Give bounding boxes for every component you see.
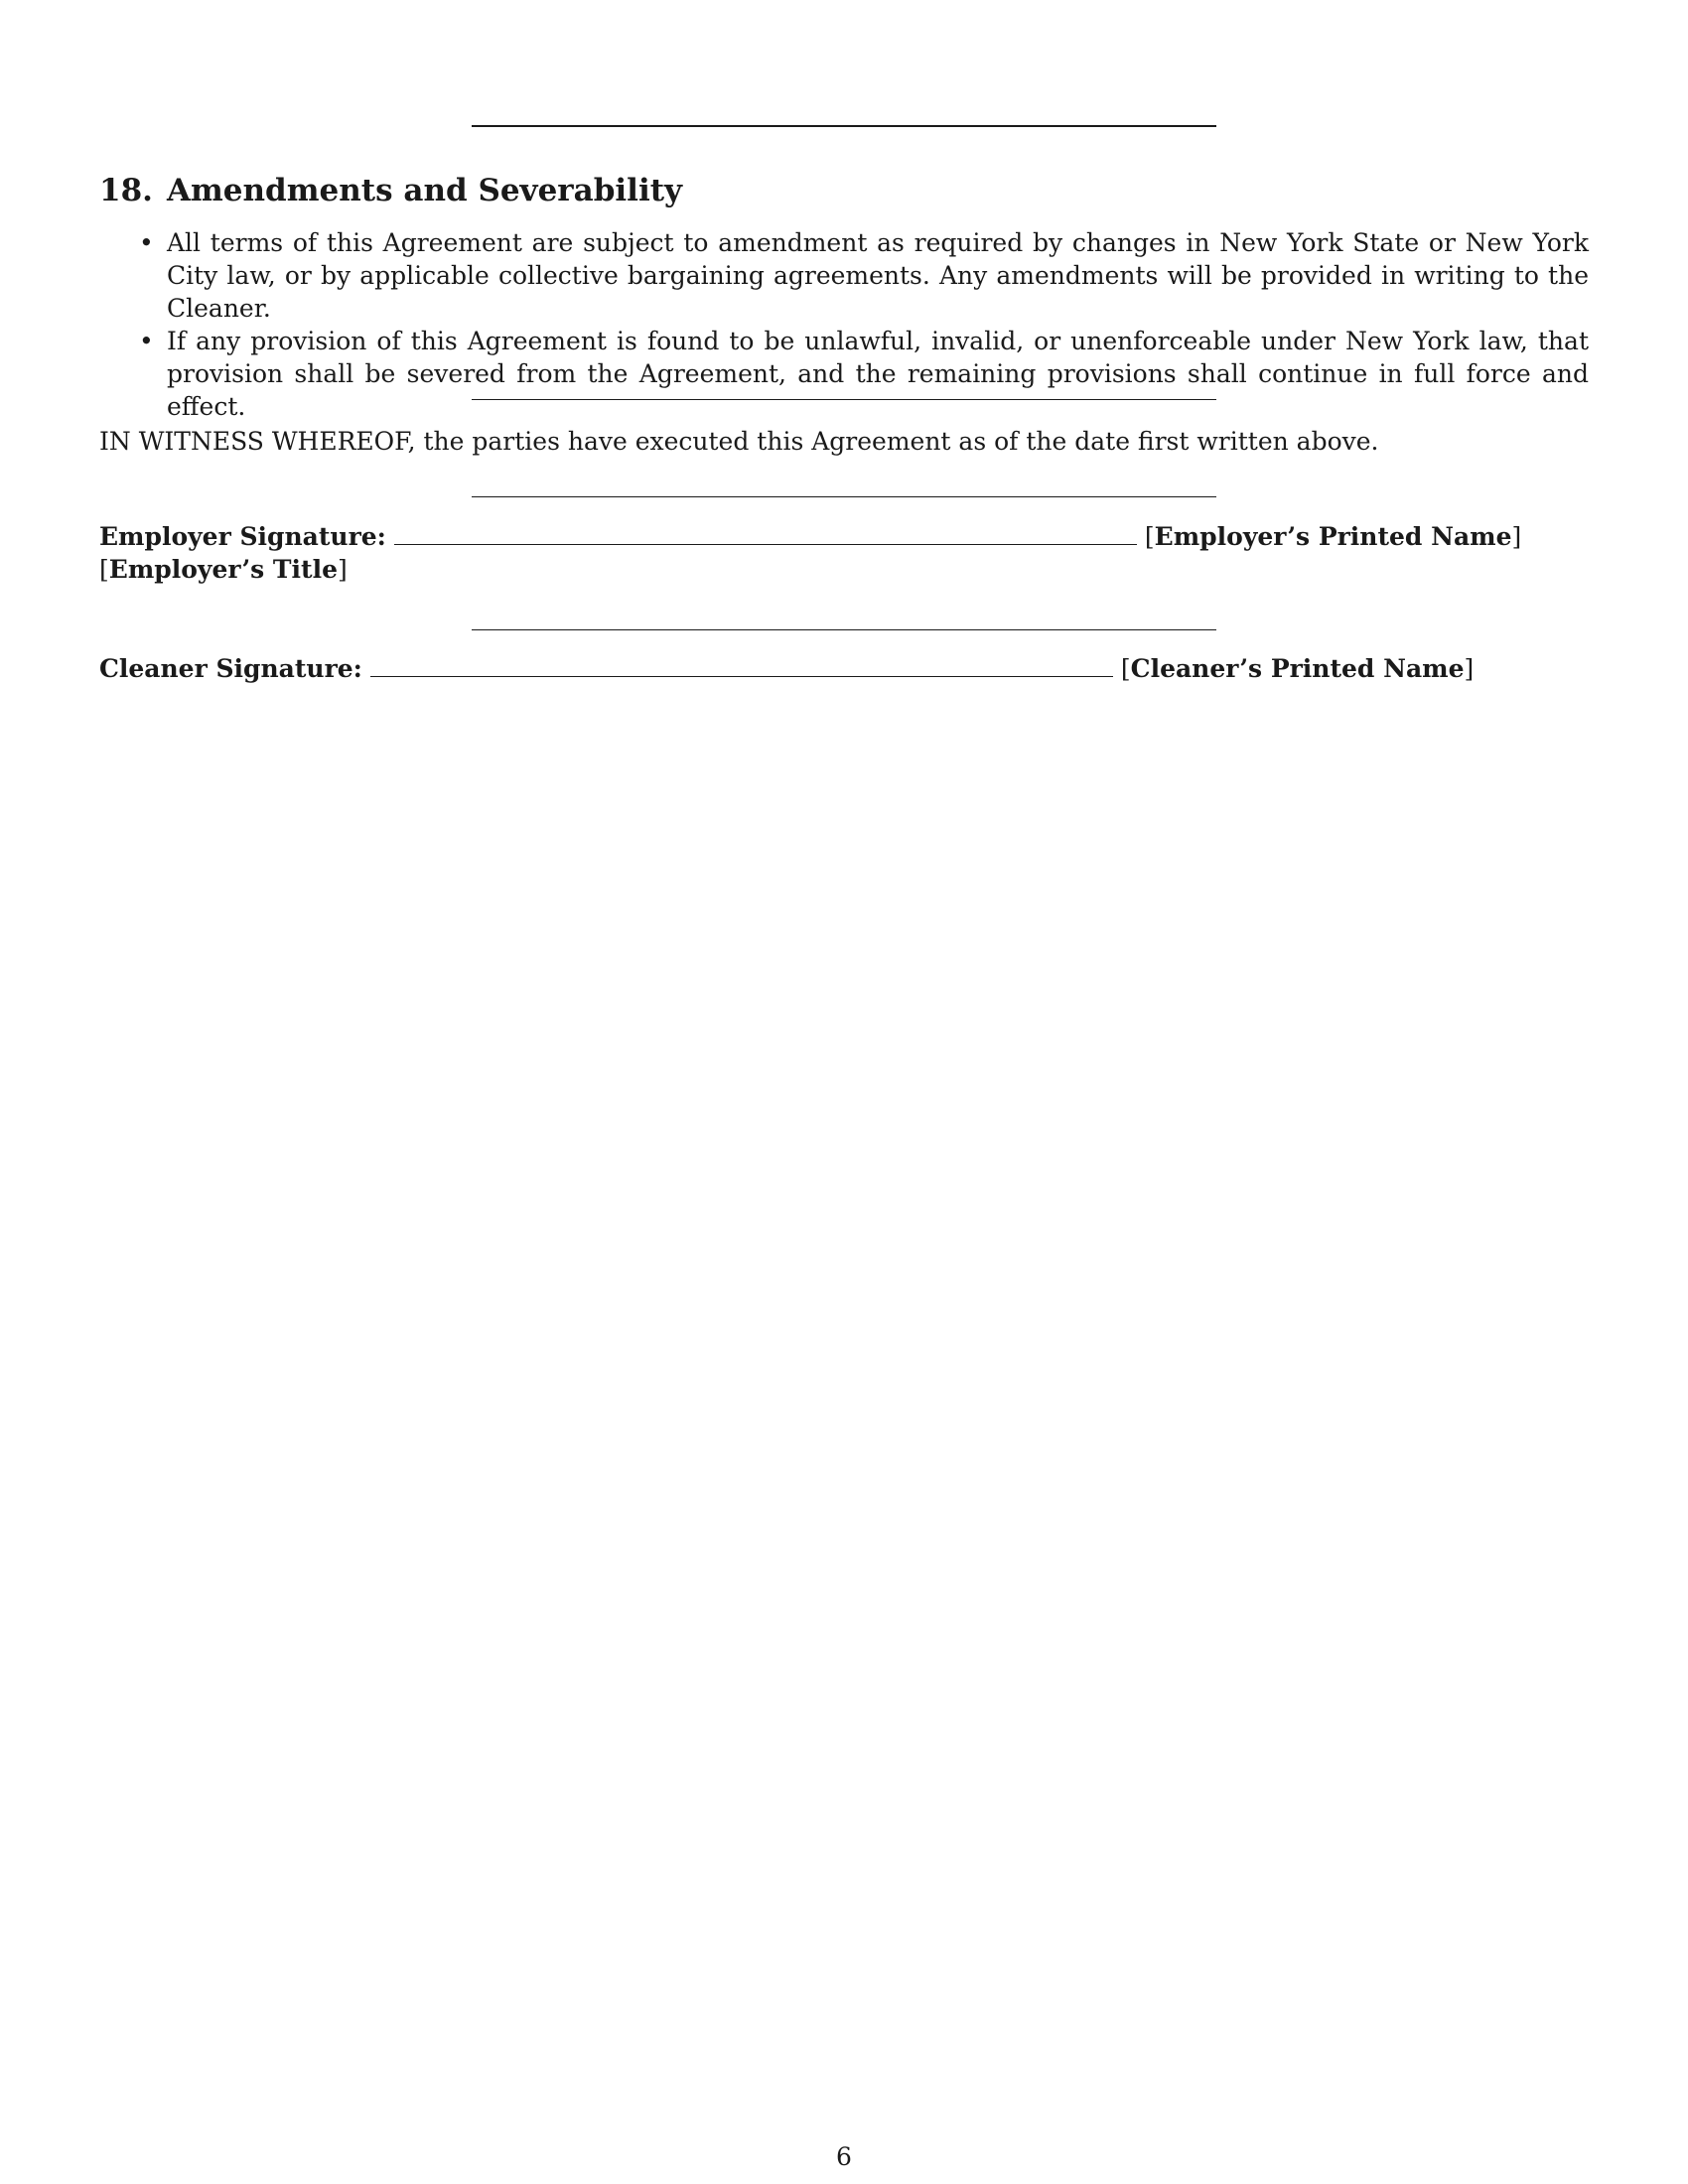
bullet-list [99,226,1589,423]
section-title: Amendments and Severability [166,173,683,208]
employer-signature-block: Employer Signature: [Employer’s Printed Name] [Employer’s Title] [99,522,1522,584]
bullet-icon: • [139,228,154,257]
witness-statement: IN WITNESS WHEREOF, the parties have executed this Agreement as of the date first written above. [99,427,1379,456]
cleaner-signature-line[interactable] [370,675,1113,677]
bullet-icon: • [139,327,154,355]
cleaner-signature-block: Cleaner Signature: [Cleaner’s Printed Name] [99,654,1475,683]
employer-signature-line[interactable] [394,543,1137,545]
section-heading [99,171,682,210]
employer-signature-label: Employer Signature: [99,522,386,551]
divider-after-section [472,399,1216,400]
list-item [99,325,1589,423]
section-number: 18. [99,173,153,208]
employer-printed-name: Employer’s Printed Name [1154,522,1512,551]
divider-before-employer [472,496,1216,497]
cleaner-signature-label: Cleaner Signature: [99,654,362,683]
divider-before-cleaner [472,629,1216,630]
cleaner-printed-name: Cleaner’s Printed Name [1130,654,1465,683]
employer-title: Employer’s Title [108,555,338,584]
list-item [99,226,1589,325]
page-number: 6 [836,2142,852,2171]
bullet-text: If any provision of this Agreement is found to be unlawful, invalid, or unenforceable under New York law, that provision shall be severed from the Agreement, and the remaining provisions shall continue in full force and effect. [167,327,1589,421]
top-divider [472,125,1216,127]
bullet-text: All terms of this Agreement are subject to amendment as required by changes in New York State or New York City law, or by applicable collective bargaining agreements. Any amendments will be provided in writing to the Cleaner. [167,228,1589,323]
